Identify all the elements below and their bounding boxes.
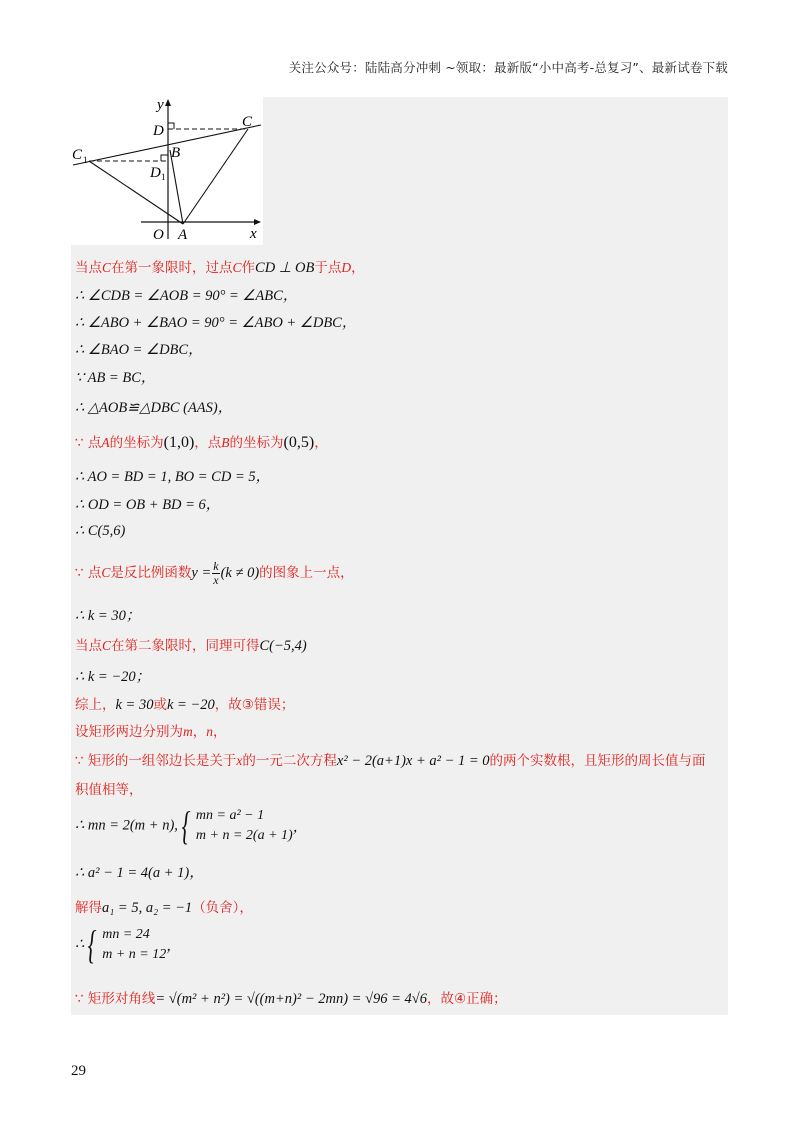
solution-line-4: ∴ ∠BAO = ∠DBC， [75, 342, 203, 358]
solution-line-18: 积值相等， [75, 782, 143, 798]
solution-line-8: ∴ AO = BD = 1, BO = CD = 5， [75, 469, 271, 485]
page-number: 29 [71, 1063, 86, 1079]
solution-line-22: ∴ { mn = 24 m + n = 12 ， [75, 922, 181, 967]
solution-line-7: ∵ 点A的坐标为(1,0)，点B的坐标为(0,5)， [75, 434, 328, 451]
geometry-figure [71, 97, 263, 245]
solution-line-3: ∴ ∠ABO + ∠BAO = 90° = ∠ABO + ∠DBC， [75, 315, 357, 331]
equation-system-1: { mn = a² − 1 m + n = 2(a + 1) [181, 803, 293, 848]
solution-line-23: ∵ 矩形对角线= √(m² + n²) = √((m+n)² − 2mn) = √96 = 4√6，故④正确； [75, 991, 507, 1007]
solution-line-13: 当点C在第二象限时，同理可得C(−5,4) [75, 638, 307, 654]
label-d1-sub: 1 [161, 172, 166, 182]
label-c: C [242, 114, 253, 130]
segment-ab [170, 150, 183, 224]
solution-line-15: 综上，k = 30或k = −20，故③错误； [75, 697, 295, 713]
label-c1: C [72, 147, 83, 163]
solution-line-6: ∴ △AOB≌△DBC (AAS)， [75, 400, 233, 416]
coordinate-diagram [71, 97, 263, 245]
brace-icon: { [87, 922, 97, 967]
solution-line-9: ∴ OD = OB + BD = 6， [75, 497, 221, 513]
solution-line-2: ∴ ∠CDB = ∠AOB = 90° = ∠ABC， [75, 288, 298, 304]
label-d: D [153, 123, 164, 139]
solution-line-19: ∴ mn = 2(m + n), { mn = a² − 1 m + n = 2(a + 1) ， [75, 803, 308, 848]
solution-line-1: 当点C在第一象限时，过点C作CD ⊥ OB于点D， [75, 260, 365, 276]
right-angle-d1 [161, 155, 168, 161]
solution-line-16: 设矩形两边分别为m，n， [75, 724, 227, 740]
solution-line-10: ∴ C(5,6) [75, 523, 126, 539]
label-d1: D [150, 165, 161, 181]
solution-line-17: ∵ 矩形的一组邻边长是关于x的一元二次方程x² − 2(a+1)x + a² − 1 = 0的两个实数根，且矩形的周长值与面 [75, 753, 706, 769]
page-header: 关注公众号：陆陆高分冲刺 ~领取：最新版“小中高考-总复习”、最新试卷下载 [288, 60, 728, 75]
equation-system-2: { mn = 24 m + n = 12 [87, 922, 167, 967]
label-c1-sub: 1 [83, 155, 88, 165]
segment-ac1 [89, 161, 183, 224]
x-axis-arrow-icon [254, 219, 261, 225]
label-x: x [250, 226, 257, 242]
solution-line-12: ∴ k = 30； [75, 608, 141, 624]
solution-line-14: ∴ k = −20； [75, 669, 151, 685]
solution-line-20: ∴ a² − 1 = 4(a + 1)， [75, 865, 204, 881]
solution-line-21: 解得a₁ = 5, a₂ = −1（负舍）， [75, 900, 253, 916]
label-a: A [178, 227, 188, 243]
line-c1-c [73, 125, 261, 165]
label-b: B [171, 145, 181, 161]
label-y: y [157, 97, 164, 113]
brace-icon: { [181, 803, 191, 848]
label-o: O [153, 227, 164, 243]
fraction-k-over-x: $\frac{k}{x}$ [213, 559, 219, 587]
solution-line-5: ∵ AB = BC， [75, 370, 156, 386]
right-angle-d [168, 123, 174, 129]
y-axis-arrow-icon [165, 99, 171, 106]
solution-line-11: ∵ 点C是反比例函数y = $\frac{k}{x}$ (k ≠ 0)的图象上一点， [75, 559, 354, 587]
segment-ac [183, 129, 248, 224]
